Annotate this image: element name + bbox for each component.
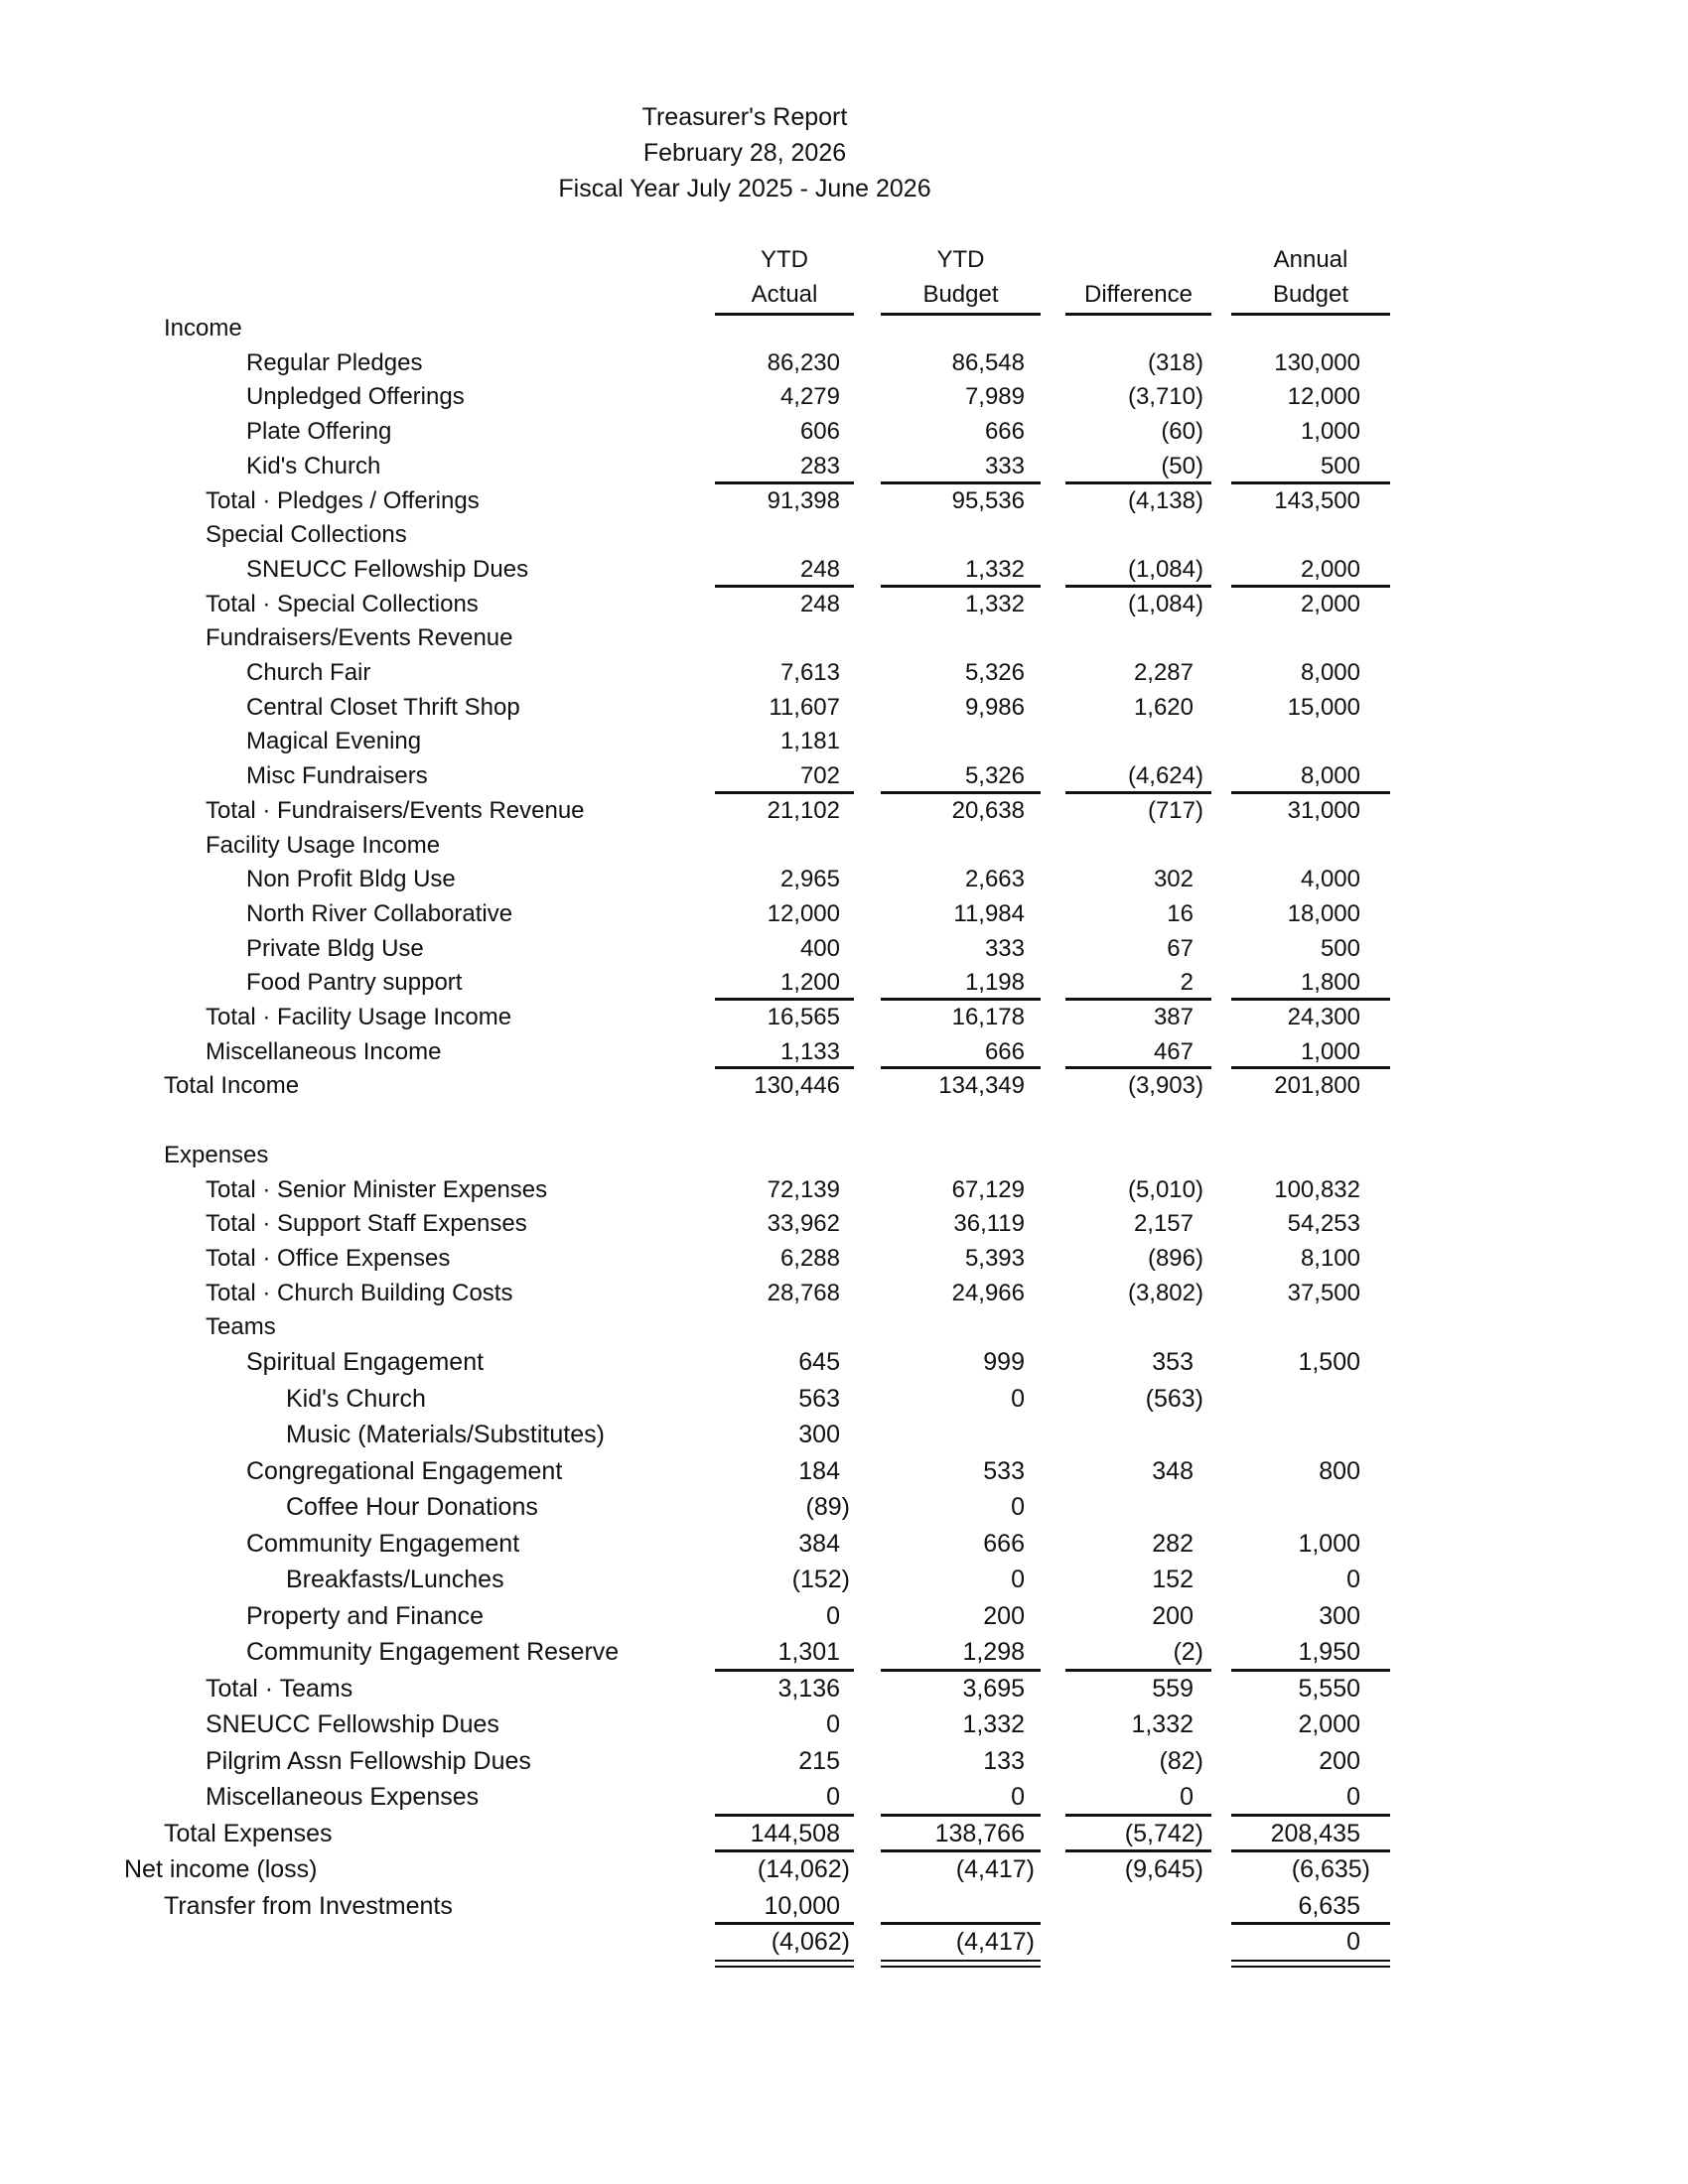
cell-annual-budget: (6,635) — [1291, 1855, 1370, 1883]
table-row — [0, 1454, 1688, 1488]
cell-annual-budget: 2,000 — [1300, 555, 1360, 583]
cell-ytd-actual: (14,062) — [757, 1855, 850, 1883]
cell-annual-budget: 0 — [1346, 1928, 1360, 1956]
cell-ytd-budget: (4,417) — [955, 1928, 1035, 1956]
row-label: Total · Support Staff Expenses — [206, 1210, 527, 1238]
cell-annual-budget: 100,832 — [1274, 1175, 1360, 1203]
cell-annual-budget: 31,000 — [1287, 796, 1360, 824]
cell-ytd-budget: 200 — [983, 1601, 1025, 1630]
row-label: Property and Finance — [246, 1601, 485, 1630]
cell-ytd-budget: 95,536 — [951, 486, 1025, 514]
cell-difference: (3,710) — [1127, 383, 1203, 411]
cell-ytd-budget: (4,417) — [955, 1855, 1035, 1883]
report-date: February 28, 2026 — [642, 139, 847, 167]
row-label: North River Collaborative — [246, 899, 513, 927]
cell-ytd-actual: 72,139 — [767, 1175, 840, 1203]
cell-annual-budget: 2,000 — [1300, 590, 1360, 617]
cell-ytd-actual: 248 — [799, 555, 840, 583]
cell-ytd-actual: 11,607 — [769, 693, 840, 721]
cell-difference: (2) — [1173, 1638, 1203, 1666]
table-row — [0, 1173, 1688, 1207]
row-label: Community Engagement — [246, 1529, 520, 1558]
cell-ytd-actual: 28,768 — [767, 1279, 840, 1306]
row-label: Total · Fundraisers/Events Revenue — [206, 796, 585, 824]
row-label: Non Profit Bldg Use — [246, 866, 456, 893]
row-label: Facility Usage Income — [206, 831, 441, 859]
cell-difference: 387 — [1153, 1004, 1194, 1030]
cell-annual-budget: 0 — [1346, 1783, 1360, 1811]
cell-annual-budget: 24,300 — [1287, 1004, 1360, 1030]
table-row — [0, 1242, 1688, 1276]
cell-ytd-budget: 333 — [984, 452, 1025, 479]
cell-ytd-budget: 666 — [983, 1529, 1025, 1558]
table-row — [0, 1852, 1688, 1886]
cell-difference: 559 — [1152, 1674, 1194, 1703]
cell-ytd-budget: 133 — [983, 1746, 1025, 1775]
cell-ytd-actual: 300 — [798, 1421, 840, 1448]
cell-annual-budget: 8,000 — [1300, 659, 1360, 686]
cell-ytd-actual: 606 — [799, 418, 840, 446]
cell-ytd-budget: 11,984 — [953, 899, 1025, 927]
row-label: Breakfasts/Lunches — [286, 1566, 504, 1593]
cell-annual-budget: 5,550 — [1298, 1674, 1360, 1703]
cell-difference: 1,332 — [1131, 1710, 1194, 1738]
cell-ytd-actual: 10,000 — [764, 1891, 840, 1920]
table-row — [0, 1310, 1688, 1344]
table-row — [0, 1001, 1688, 1034]
row-label: Net income (loss) — [124, 1855, 318, 1883]
table-row — [0, 1599, 1688, 1633]
table-row — [0, 1563, 1688, 1596]
table-row — [0, 1382, 1688, 1416]
cell-ytd-budget: 36,119 — [953, 1210, 1025, 1238]
cell-ytd-actual: (152) — [791, 1566, 850, 1593]
row-label: Music (Materials/Substitutes) — [286, 1421, 605, 1448]
table-row — [0, 1672, 1688, 1706]
cell-ytd-actual: (4,062) — [771, 1928, 850, 1956]
table-row — [0, 1817, 1688, 1850]
cell-ytd-actual: 21,102 — [767, 796, 840, 824]
cell-annual-budget: 8,000 — [1300, 762, 1360, 790]
cell-annual-budget: 143,500 — [1274, 486, 1360, 514]
cell-difference: (5,742) — [1124, 1819, 1203, 1847]
table-row — [0, 1527, 1688, 1561]
cell-difference: 282 — [1152, 1529, 1194, 1558]
row-label: Miscellaneous Expenses — [206, 1783, 480, 1811]
cell-ytd-actual: 0 — [826, 1783, 840, 1811]
cell-ytd-budget: 24,966 — [951, 1279, 1025, 1306]
table-row — [0, 863, 1688, 896]
cell-difference: 302 — [1153, 866, 1194, 893]
table-row — [0, 450, 1688, 483]
row-label: Unpledged Offerings — [246, 383, 465, 411]
cell-ytd-actual: 86,230 — [767, 348, 840, 376]
row-label: Total · Pledges / Offerings — [206, 486, 480, 514]
cell-ytd-budget: 0 — [1011, 1384, 1025, 1413]
cell-difference: (1,084) — [1127, 555, 1203, 583]
table-row — [0, 553, 1688, 587]
table-row — [0, 484, 1688, 518]
table-row — [0, 1889, 1688, 1923]
cell-difference: (9,645) — [1124, 1855, 1203, 1883]
cell-difference: 2,157 — [1133, 1210, 1194, 1238]
cell-annual-budget: 1,950 — [1298, 1638, 1360, 1666]
cell-ytd-actual: 2,965 — [779, 866, 840, 893]
row-label: Miscellaneous Income — [206, 1037, 442, 1065]
row-label: Total · Facility Usage Income — [206, 1004, 512, 1030]
cell-ytd-actual: 4,279 — [779, 383, 840, 411]
table-row — [0, 1139, 1688, 1172]
cell-ytd-budget: 2,663 — [964, 866, 1025, 893]
table-row — [0, 1418, 1688, 1451]
cell-difference: 67 — [1167, 934, 1194, 962]
cell-difference: (3,802) — [1127, 1279, 1203, 1306]
cell-ytd-budget: 1,198 — [964, 969, 1025, 997]
table-row — [0, 1707, 1688, 1741]
table-row — [0, 1490, 1688, 1524]
table-row — [0, 415, 1688, 449]
row-label: Regular Pledges — [246, 348, 423, 376]
cell-annual-budget: 12,000 — [1287, 383, 1360, 411]
row-label: Central Closet Thrift Shop — [246, 693, 520, 721]
column-header-ytd-budget-line2: Budget — [922, 281, 999, 308]
cell-ytd-actual: 130,446 — [754, 1072, 840, 1100]
cell-ytd-actual: 16,565 — [767, 1004, 840, 1030]
cell-ytd-budget: 0 — [1011, 1566, 1025, 1593]
row-label: SNEUCC Fellowship Dues — [246, 555, 529, 583]
cell-annual-budget: 54,253 — [1287, 1210, 1360, 1238]
table-row — [0, 1277, 1688, 1310]
table-row — [0, 1345, 1688, 1379]
row-label: Total · Office Expenses — [206, 1244, 451, 1272]
row-label: Expenses — [164, 1141, 269, 1168]
report-title: Treasurer's Report — [641, 103, 848, 131]
row-label: Private Bldg Use — [246, 934, 424, 962]
cell-difference: 2,287 — [1133, 659, 1194, 686]
table-row — [0, 1069, 1688, 1103]
cell-difference: 2 — [1180, 969, 1194, 997]
row-label: Misc Fundraisers — [246, 762, 428, 790]
cell-difference: (5,010) — [1127, 1175, 1203, 1203]
cell-difference: 348 — [1152, 1456, 1194, 1485]
cell-ytd-actual: 1,200 — [779, 969, 840, 997]
row-label: Total · Senior Minister Expenses — [206, 1175, 548, 1203]
cell-annual-budget: 15,000 — [1287, 693, 1360, 721]
cell-ytd-actual: 1,133 — [779, 1037, 840, 1065]
cell-ytd-budget: 3,695 — [962, 1674, 1025, 1703]
cell-ytd-actual: 0 — [826, 1710, 840, 1738]
cell-annual-budget: 1,000 — [1300, 418, 1360, 446]
cell-ytd-budget: 533 — [983, 1456, 1025, 1485]
cell-annual-budget: 4,000 — [1300, 866, 1360, 893]
cell-ytd-actual: 33,962 — [767, 1210, 840, 1238]
cell-ytd-budget: 0 — [1011, 1493, 1025, 1521]
cell-difference: (60) — [1161, 418, 1203, 446]
row-label: Plate Offering — [246, 418, 392, 446]
cell-ytd-actual: 248 — [799, 590, 840, 617]
cell-ytd-actual: 645 — [798, 1348, 840, 1376]
table-row — [0, 312, 1688, 345]
row-label: Total · Special Collections — [206, 590, 479, 617]
table-row — [0, 1635, 1688, 1669]
cell-annual-budget: 201,800 — [1274, 1072, 1360, 1100]
cell-ytd-budget: 134,349 — [938, 1072, 1025, 1100]
cell-ytd-budget: 20,638 — [951, 796, 1025, 824]
cell-difference: 16 — [1167, 899, 1194, 927]
row-label: SNEUCC Fellowship Dues — [206, 1710, 499, 1738]
total-double-underline — [881, 1960, 1041, 1968]
cell-difference: 200 — [1152, 1601, 1194, 1630]
total-double-underline — [1231, 1960, 1390, 1968]
cell-ytd-actual: 283 — [799, 452, 840, 479]
table-row — [0, 966, 1688, 1000]
table-row-spacer — [0, 1925, 1688, 1959]
row-label: Transfer from Investments — [164, 1891, 453, 1920]
table-row — [0, 621, 1688, 655]
cell-annual-budget: 500 — [1320, 934, 1360, 962]
row-label: Total Expenses — [164, 1819, 333, 1847]
cell-annual-budget: 6,635 — [1298, 1891, 1360, 1920]
cell-annual-budget: 37,500 — [1287, 1279, 1360, 1306]
cell-ytd-budget: 16,178 — [951, 1004, 1025, 1030]
cell-annual-budget: 200 — [1319, 1746, 1360, 1775]
total-double-underline — [715, 1960, 854, 1968]
cell-ytd-budget: 999 — [983, 1348, 1025, 1376]
cell-annual-budget: 1,800 — [1300, 969, 1360, 997]
cell-ytd-budget: 1,332 — [964, 555, 1025, 583]
cell-difference: 467 — [1153, 1037, 1194, 1065]
cell-ytd-actual: 7,613 — [779, 659, 840, 686]
cell-ytd-budget: 666 — [984, 1037, 1025, 1065]
row-label: Pilgrim Assn Fellowship Dues — [206, 1746, 531, 1775]
cell-annual-budget: 1,500 — [1298, 1348, 1360, 1376]
row-label: Food Pantry support — [246, 969, 463, 997]
table-row — [0, 1780, 1688, 1814]
cell-annual-budget: 2,000 — [1298, 1710, 1360, 1738]
cell-ytd-actual: 144,508 — [750, 1819, 840, 1847]
cell-ytd-budget: 86,548 — [951, 348, 1025, 376]
row-label: Kid's Church — [286, 1384, 426, 1413]
column-header-difference-line2: Difference — [1084, 281, 1193, 308]
cell-annual-budget: 0 — [1346, 1566, 1360, 1593]
cell-ytd-budget: 666 — [984, 418, 1025, 446]
row-label: Teams — [206, 1313, 276, 1341]
cell-ytd-budget: 333 — [984, 934, 1025, 962]
cell-ytd-budget: 5,326 — [964, 659, 1025, 686]
cell-difference: (50) — [1161, 452, 1203, 479]
row-label: Congregational Engagement — [246, 1456, 563, 1485]
table-row — [0, 932, 1688, 966]
row-label: Spiritual Engagement — [246, 1348, 485, 1376]
cell-difference: (3,903) — [1127, 1072, 1203, 1100]
cell-annual-budget: 1,000 — [1298, 1529, 1360, 1558]
cell-ytd-actual: 6,288 — [779, 1244, 840, 1272]
cell-ytd-budget: 7,989 — [964, 383, 1025, 411]
column-header-annual-budget-line1: Annual — [1273, 246, 1348, 273]
row-label: Income — [164, 315, 242, 341]
cell-ytd-actual: 184 — [798, 1456, 840, 1485]
cell-ytd-actual: 215 — [798, 1746, 840, 1775]
column-header-ytd-budget-line1: YTD — [936, 246, 985, 273]
cell-ytd-budget: 5,393 — [964, 1244, 1025, 1272]
cell-annual-budget: 300 — [1319, 1601, 1360, 1630]
cell-ytd-actual: 3,136 — [777, 1674, 840, 1703]
cell-difference: (82) — [1159, 1746, 1203, 1775]
cell-annual-budget: 8,100 — [1300, 1244, 1360, 1272]
row-label: Fundraisers/Events Revenue — [206, 624, 513, 652]
cell-difference: (4,138) — [1127, 486, 1203, 514]
cell-ytd-actual: 563 — [798, 1384, 840, 1413]
cell-annual-budget: 1,000 — [1300, 1037, 1360, 1065]
cell-ytd-actual: (89) — [805, 1493, 850, 1521]
cell-ytd-budget: 0 — [1011, 1783, 1025, 1811]
cell-difference: 353 — [1152, 1348, 1194, 1376]
cell-ytd-budget: 1,332 — [964, 590, 1025, 617]
cell-ytd-budget: 5,326 — [964, 762, 1025, 790]
cell-ytd-actual: 400 — [799, 934, 840, 962]
cell-difference: (717) — [1147, 796, 1203, 824]
table-row — [0, 759, 1688, 793]
row-label: Total · Church Building Costs — [206, 1279, 513, 1306]
column-header-ytd-actual-line2: Actual — [751, 281, 818, 308]
cell-ytd-actual: 91,398 — [767, 486, 840, 514]
cell-ytd-budget: 1,332 — [962, 1710, 1025, 1738]
row-label: Kid's Church — [246, 452, 381, 479]
cell-difference: (1,084) — [1127, 590, 1203, 617]
table-row — [0, 656, 1688, 690]
table-row — [0, 518, 1688, 552]
row-label: Coffee Hour Donations — [286, 1493, 538, 1521]
table-row — [0, 897, 1688, 931]
row-label: Community Engagement Reserve — [246, 1638, 620, 1666]
table-row — [0, 829, 1688, 863]
cell-annual-budget: 18,000 — [1287, 899, 1360, 927]
column-header-ytd-actual-line1: YTD — [761, 246, 808, 273]
cell-ytd-budget: 9,986 — [964, 693, 1025, 721]
cell-difference: (318) — [1147, 348, 1203, 376]
row-label: Special Collections — [206, 521, 407, 549]
row-label: Total Income — [164, 1072, 300, 1100]
row-label: Total · Teams — [206, 1674, 353, 1703]
cell-annual-budget: 500 — [1320, 452, 1360, 479]
cell-annual-budget: 208,435 — [1270, 1819, 1360, 1847]
column-header-annual-budget-line2: Budget — [1272, 281, 1349, 308]
cell-ytd-budget: 67,129 — [951, 1175, 1025, 1203]
cell-ytd-actual: 384 — [798, 1529, 840, 1558]
report-fiscal-year: Fiscal Year July 2025 - June 2026 — [558, 175, 931, 203]
table-row — [0, 691, 1688, 725]
cell-difference: (896) — [1147, 1244, 1203, 1272]
table-row — [0, 725, 1688, 758]
cell-ytd-budget: 1,298 — [962, 1638, 1025, 1666]
cell-difference: 0 — [1180, 1783, 1194, 1811]
cell-difference: (4,624) — [1127, 762, 1203, 790]
cell-ytd-actual: 1,301 — [777, 1638, 840, 1666]
cell-difference: 1,620 — [1133, 693, 1194, 721]
row-label: Church Fair — [246, 659, 371, 686]
table-row — [0, 380, 1688, 414]
table-row — [0, 1207, 1688, 1241]
cell-ytd-actual: 1,181 — [779, 728, 840, 755]
table-row — [0, 794, 1688, 828]
cell-annual-budget: 130,000 — [1274, 348, 1360, 376]
table-row — [0, 588, 1688, 621]
cell-ytd-actual: 702 — [799, 762, 840, 790]
table-row — [0, 1744, 1688, 1778]
cell-annual-budget: 800 — [1319, 1456, 1360, 1485]
cell-difference: (563) — [1145, 1384, 1203, 1413]
cell-ytd-actual: 12,000 — [767, 899, 840, 927]
table-row — [0, 1035, 1688, 1069]
row-label: Magical Evening — [246, 728, 422, 755]
cell-ytd-actual: 0 — [826, 1601, 840, 1630]
table-row-spacer — [0, 1104, 1688, 1138]
cell-ytd-budget: 138,766 — [934, 1819, 1025, 1847]
cell-difference: 152 — [1152, 1566, 1194, 1593]
table-row — [0, 346, 1688, 380]
